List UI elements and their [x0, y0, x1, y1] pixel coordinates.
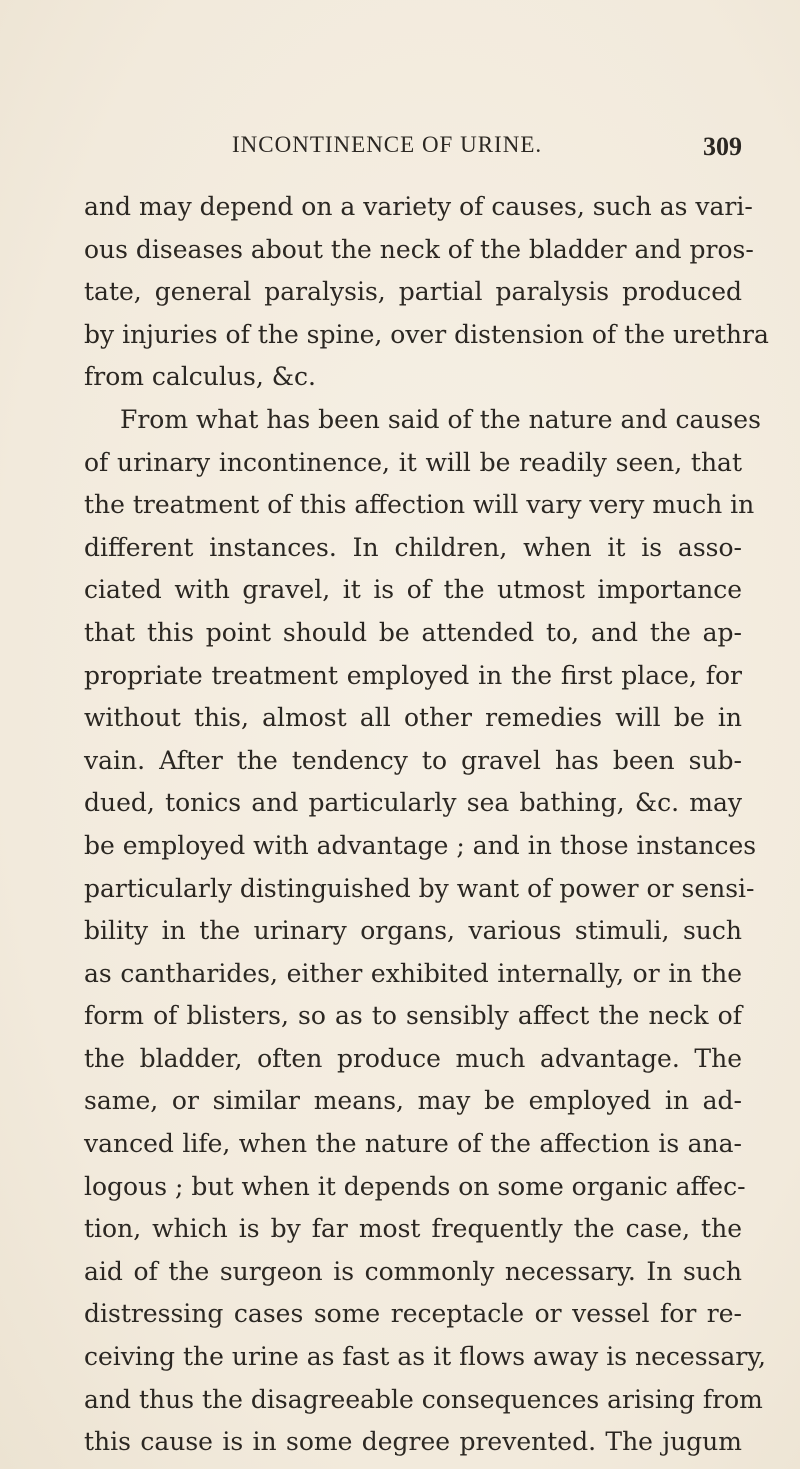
text-line: vanced life, when the nature of the affection is ana-: [84, 1129, 742, 1159]
text-line: from calculus, &c.: [84, 362, 316, 392]
text-line: same, or similar means, may be employed in ad-: [84, 1086, 742, 1116]
text-line: the bladder, often produce much advantage. The: [84, 1043, 742, 1073]
text-line: aid of the surgeon is commonly necessary. In such: [84, 1256, 742, 1286]
text-line: tion, which is by far most frequently the case, the: [84, 1214, 742, 1244]
running-title: INCONTINENCE OF URINE.: [232, 132, 543, 157]
text-line: be employed with advantage ; and in those instances: [84, 830, 757, 860]
text-line: vain. After the tendency to gravel has been sub-: [84, 745, 742, 775]
body-text: [84, 186, 769, 1464]
text-line: From what has been said of the nature and causes: [120, 404, 761, 434]
text-line: and thus the disagreeable consequences arising from: [84, 1384, 763, 1414]
page-number: 309: [703, 132, 742, 161]
text-line: ceiving the urine as fast as it flows away is necessary,: [84, 1342, 766, 1372]
text-line: propriate treatment employed in the first place, for: [84, 660, 742, 690]
page-header: [232, 132, 742, 168]
text-line: particularly distinguished by want of power or sensi-: [84, 873, 755, 903]
text-line: this cause is in some degree prevented. The jugum: [84, 1427, 742, 1457]
text-line: as cantharides, either exhibited internally, or in the: [84, 958, 742, 988]
text-line: the treatment of this affection will vary very much in: [84, 490, 755, 520]
text-line: form of blisters, so as to sensibly affect the neck of: [84, 1001, 742, 1031]
text-line: distressing cases some receptacle or vessel for re-: [84, 1299, 742, 1329]
text-line: different instances. In children, when it is asso-: [84, 532, 742, 562]
text-line: ciated with gravel, it is of the utmost importance: [84, 575, 742, 605]
text-line: tate, general paralysis, partial paralysis produced: [84, 277, 742, 307]
text-line: without this, almost all other remedies will be in: [84, 703, 742, 733]
text-line: logous ; but when it depends on some organic affec-: [84, 1171, 746, 1201]
text-line: of urinary incontinence, it will be readily seen, that: [84, 447, 742, 477]
text-line: ous diseases about the neck of the bladder and pros-: [84, 234, 754, 264]
text-line: by injuries of the spine, over distension of the urethra: [84, 319, 769, 349]
text-line: that this point should be attended to, and the ap-: [84, 617, 742, 647]
text-line: and may depend on a variety of causes, such as vari-: [84, 192, 753, 221]
text-line: dued, tonics and particularly sea bathing, &c. may: [84, 788, 742, 818]
text-line: bility in the urinary organs, various stimuli, such: [84, 916, 742, 946]
